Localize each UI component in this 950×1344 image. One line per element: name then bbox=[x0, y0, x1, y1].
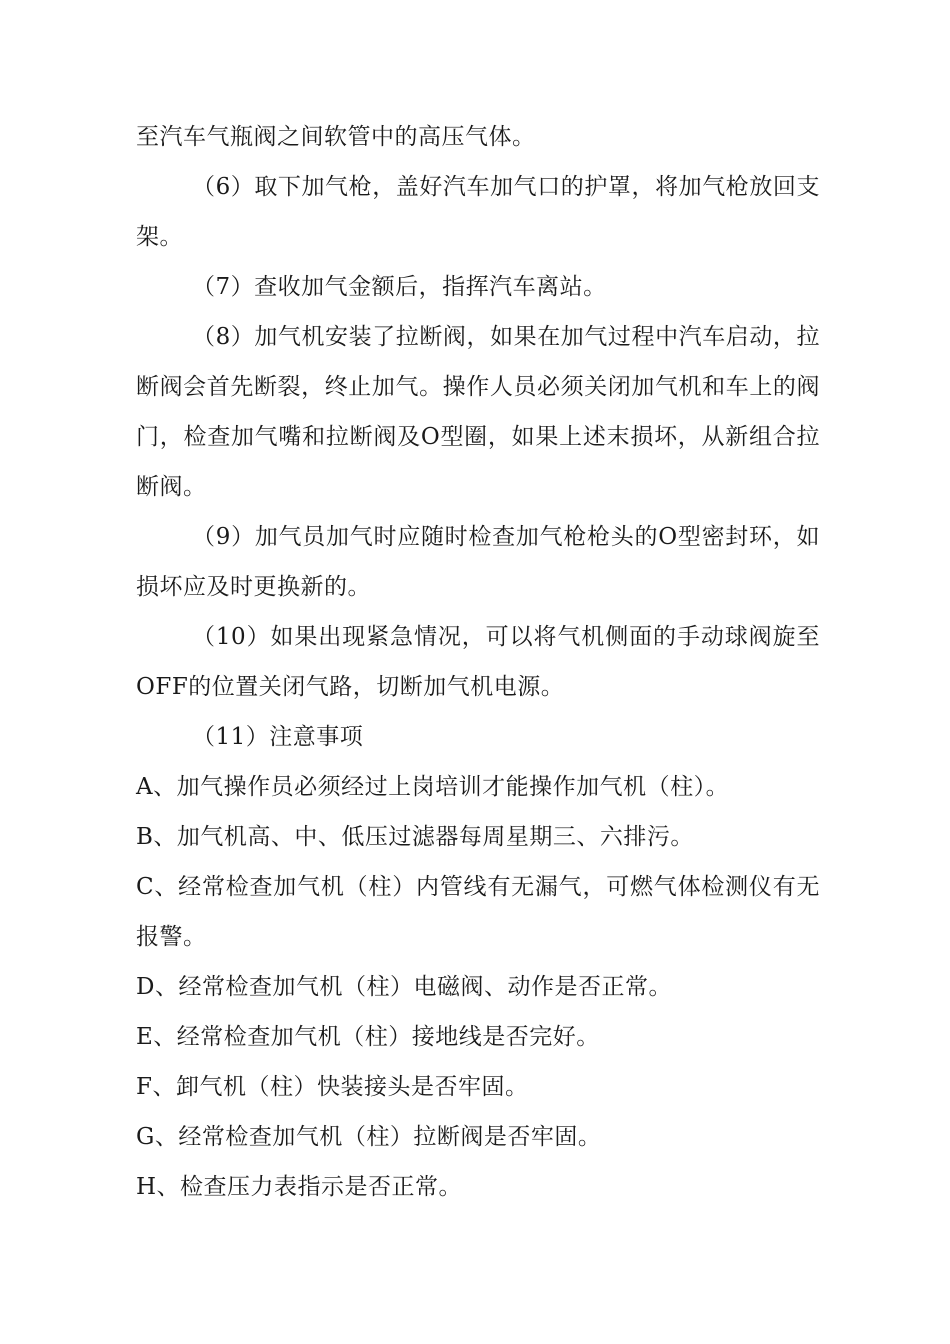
paragraph-continuation: 至汽车气瓶阀之间软管中的高压气体。 bbox=[136, 124, 536, 150]
paragraph-step-10: （10）如果出现紧急情况，可以将气机侧面的手动球阀旋至OFF的位置关闭气路，切断加气机电源。 bbox=[136, 624, 820, 700]
note-item-c: C、经常检查加气机（柱）内管线有无漏气，可燃气体检测仪有无报警。 bbox=[136, 874, 820, 950]
paragraph-step-11-heading: （11）注意事项 bbox=[192, 724, 364, 750]
note-item-a: A、加气操作员必须经过上岗培训才能操作加气机（柱）。 bbox=[136, 774, 730, 800]
note-item-b: B、加气机高、中、低压过滤器每周星期三、六排污。 bbox=[136, 824, 694, 850]
paragraph-step-9: （9）加气员加气时应随时检查加气枪枪头的O型密封环，如损坏应及时更换新的。 bbox=[136, 524, 820, 600]
note-item-f: F、卸气机（柱）快装接头是否牢固。 bbox=[136, 1074, 529, 1100]
note-item-e: E、经常检查加气机（柱）接地线是否完好。 bbox=[136, 1024, 600, 1050]
note-item-h: H、检查压力表指示是否正常。 bbox=[136, 1174, 463, 1200]
paragraph-step-8: （8）加气机安装了拉断阀，如果在加气过程中汽车启动，拉断阀会首先断裂，终止加气。操作人员必须关闭加气机和车上的阀门，检查加气嘴和拉断阀及O型圈，如果上述末损坏，从新组合拉断阀。 bbox=[136, 324, 820, 500]
note-item-d: D、经常检查加气机（柱）电磁阀、动作是否正常。 bbox=[136, 974, 672, 1000]
paragraph-step-6: （6）取下加气枪，盖好汽车加气口的护罩，将加气枪放回支架。 bbox=[136, 174, 820, 250]
document-body bbox=[136, 112, 820, 1212]
note-item-g: G、经常检查加气机（柱）拉断阀是否牢固。 bbox=[136, 1124, 602, 1150]
paragraph-step-7: （7）查收加气金额后，指挥汽车离站。 bbox=[192, 274, 607, 300]
